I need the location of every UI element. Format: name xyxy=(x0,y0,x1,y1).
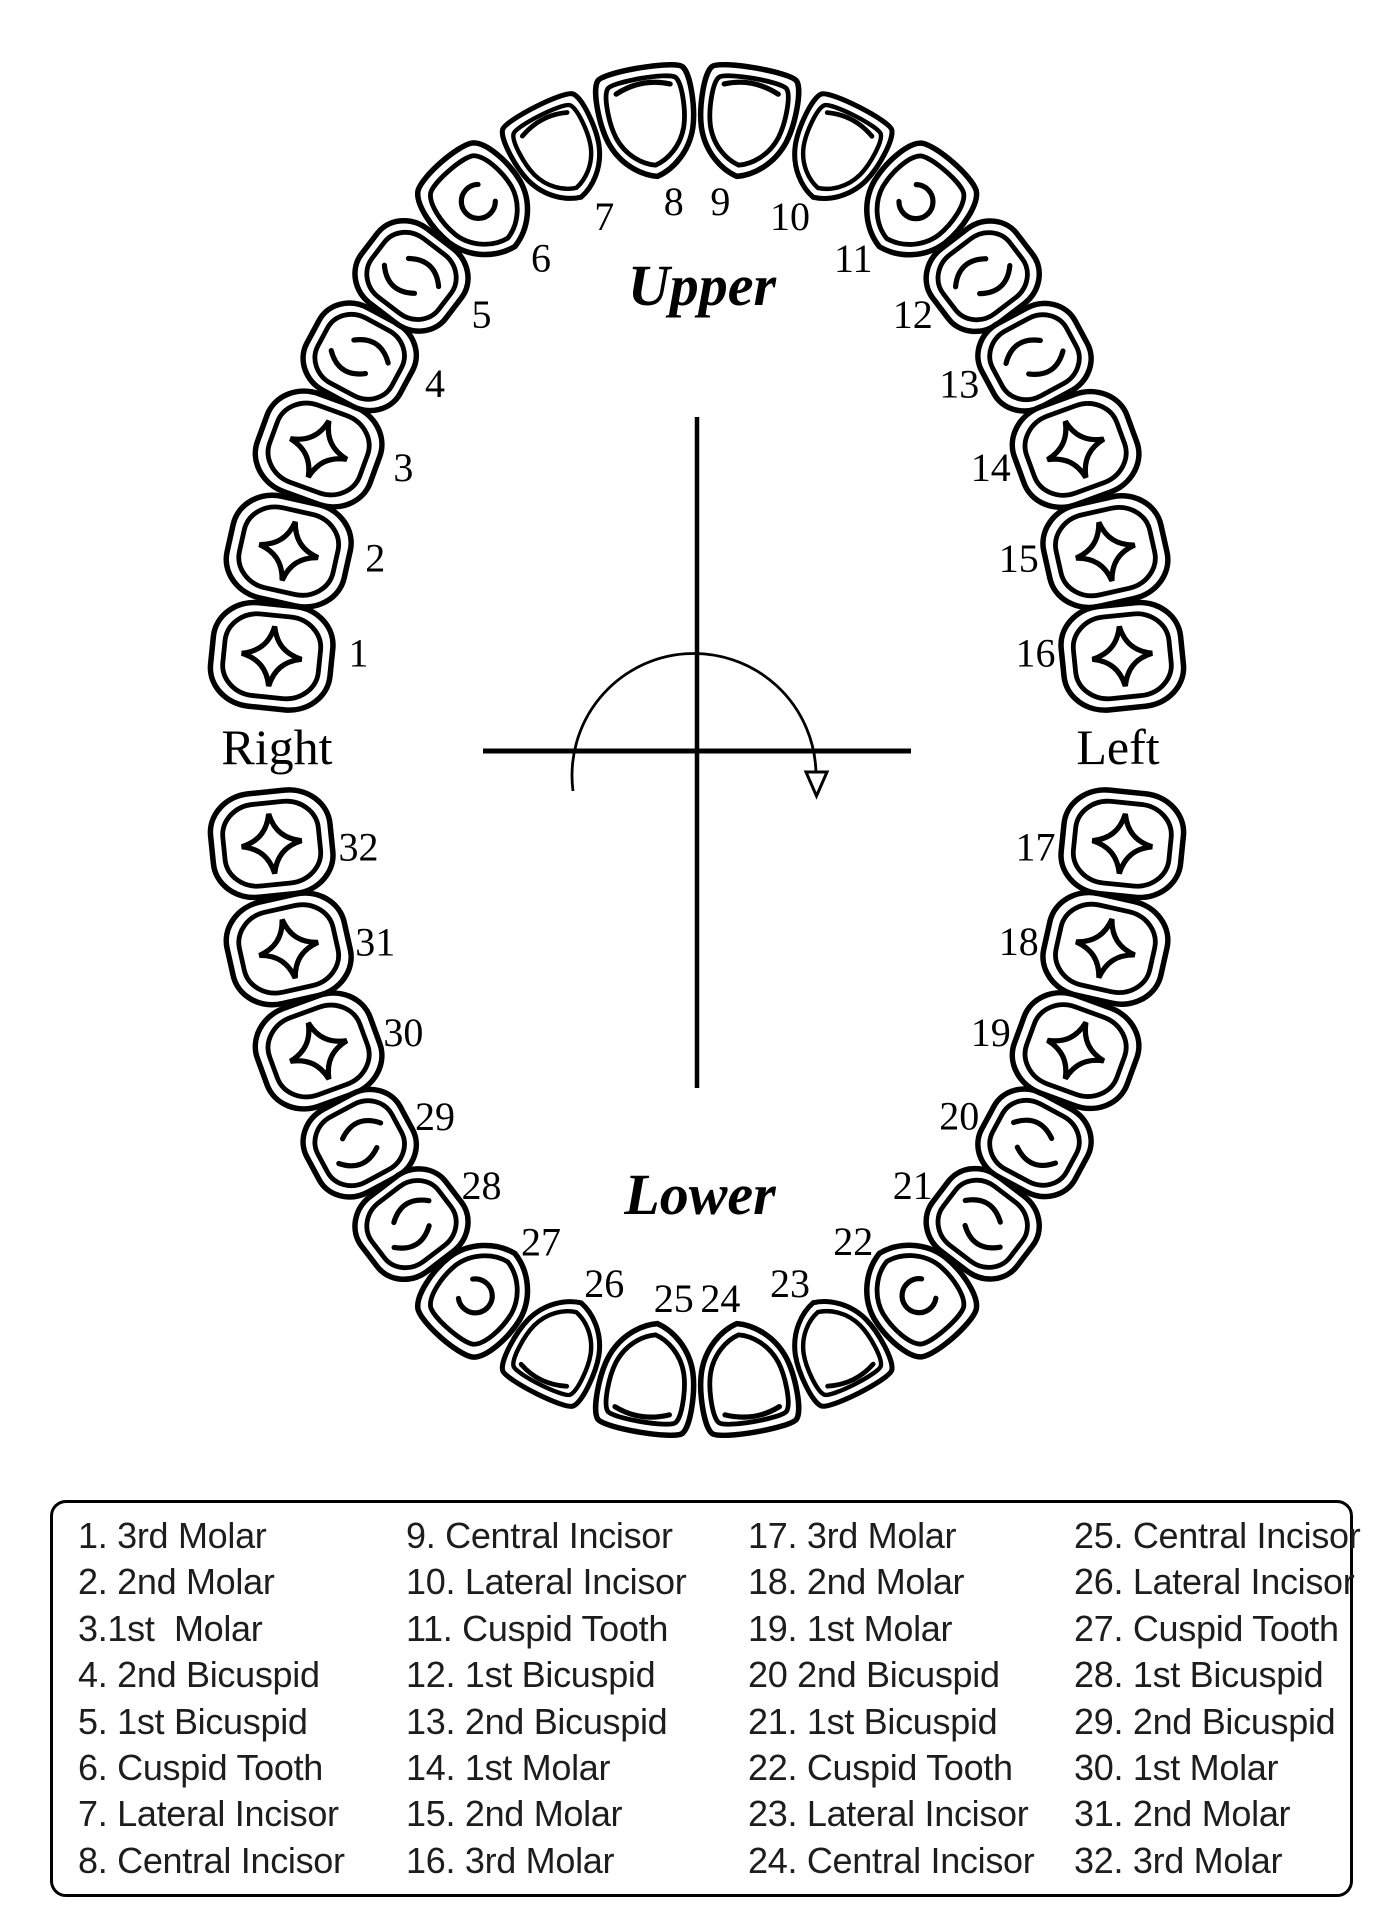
legend-item: 7. Lateral Incisor xyxy=(78,1793,339,1835)
tooth-number-27: 27 xyxy=(521,1219,561,1265)
tooth-number-16: 16 xyxy=(1015,630,1056,676)
legend-item: 15. 2nd Molar xyxy=(406,1793,623,1835)
tooth-9 xyxy=(690,60,803,185)
legend-item: 28. 1st Bicuspid xyxy=(1074,1654,1324,1696)
legend-item: 24. Central Incisor xyxy=(748,1839,1035,1881)
tooth-number-22: 22 xyxy=(833,1219,874,1265)
legend-item: 8. Central Incisor xyxy=(78,1839,345,1881)
legend-item: 13. 2nd Bicuspid xyxy=(406,1700,668,1742)
tooth-number-29: 29 xyxy=(415,1093,455,1139)
rotation-arc xyxy=(572,653,816,791)
tooth-number-8: 8 xyxy=(663,179,684,224)
legend-item: 32. 3rd Molar xyxy=(1074,1839,1283,1881)
tooth-number-17: 17 xyxy=(1015,824,1056,870)
legend-item: 10. Lateral Incisor xyxy=(406,1561,687,1603)
legend-column-1 xyxy=(78,1513,345,1884)
tooth-24 xyxy=(690,1316,803,1441)
label-left-side: Left xyxy=(1076,719,1160,775)
legend-item: 11. Cuspid Tooth xyxy=(406,1607,669,1649)
label-lower-arch: Lower xyxy=(624,1162,776,1227)
tooth-number-14: 14 xyxy=(970,445,1011,491)
legend-item: 1. 3rd Molar xyxy=(78,1515,267,1556)
legend-item: 17. 3rd Molar xyxy=(748,1515,957,1556)
tooth-number-30: 30 xyxy=(383,1010,424,1056)
legend-item: 27. Cuspid Tooth xyxy=(1074,1607,1339,1649)
tooth-number-12: 12 xyxy=(892,292,933,338)
tooth-number-20: 20 xyxy=(939,1093,980,1139)
tooth-number-11: 11 xyxy=(833,235,873,281)
legend-item: 3.1st Molar xyxy=(78,1607,263,1649)
tooth-25 xyxy=(592,1316,705,1440)
tooth-number-25: 25 xyxy=(653,1276,694,1321)
tooth-number-23: 23 xyxy=(770,1261,810,1307)
tooth-number-4: 4 xyxy=(425,361,445,407)
legend-item: 6. Cuspid Tooth xyxy=(78,1747,324,1789)
tooth-number-15: 15 xyxy=(998,536,1039,582)
legend-item: 29. 2nd Bicuspid xyxy=(1074,1700,1336,1742)
tooth-16 xyxy=(1057,599,1187,715)
label-right-side: Right xyxy=(221,719,333,775)
legend-item: 22. Cuspid Tooth xyxy=(748,1747,1013,1789)
label-upper-arch: Upper xyxy=(627,253,777,318)
legend-item: 30. 1st Molar xyxy=(1074,1747,1279,1789)
tooth-number-9: 9 xyxy=(710,179,731,224)
tooth-number-13: 13 xyxy=(939,361,980,407)
legend-item: 2. 2nd Molar xyxy=(78,1561,275,1603)
legend-item: 20 2nd Bicuspid xyxy=(748,1654,1000,1696)
tooth-8 xyxy=(592,60,705,184)
legend-column-3 xyxy=(748,1513,1034,1884)
legend-item: 4. 2nd Bicuspid xyxy=(78,1654,320,1696)
tooth-number-7: 7 xyxy=(594,193,615,239)
tooth-number-5: 5 xyxy=(471,291,492,337)
tooth-number-21: 21 xyxy=(892,1162,933,1208)
tooth-number-26: 26 xyxy=(584,1261,625,1307)
legend-item: 16. 3rd Molar xyxy=(406,1839,615,1881)
legend-column-2 xyxy=(406,1513,686,1884)
legend-item: 21. 1st Bicuspid xyxy=(748,1700,998,1742)
legend-box xyxy=(50,1500,1361,1897)
legend-item: 31. 2nd Molar xyxy=(1074,1793,1291,1835)
tooth-number-1: 1 xyxy=(348,630,369,676)
tooth-number-32: 32 xyxy=(338,824,379,870)
legend-item: 5. 1st Bicuspid xyxy=(78,1700,308,1742)
tooth-32 xyxy=(207,786,337,902)
tooth-number-19: 19 xyxy=(970,1009,1011,1055)
tooth-number-31: 31 xyxy=(355,919,396,965)
legend-item: 18. 2nd Molar xyxy=(748,1561,965,1603)
tooth-number-3: 3 xyxy=(393,444,414,490)
tooth-number-18: 18 xyxy=(998,918,1039,964)
legend-item: 14. 1st Molar xyxy=(406,1747,611,1789)
legend-item: 26. Lateral Incisor xyxy=(1074,1561,1355,1603)
tooth-number-24: 24 xyxy=(700,1276,741,1321)
legend-item: 9. Central Incisor xyxy=(406,1515,673,1556)
legend-item: 19. 1st Molar xyxy=(748,1607,953,1649)
tooth-number-2: 2 xyxy=(365,535,386,581)
rotation-arrowhead-icon xyxy=(806,772,827,796)
legend-item: 25. Central Incisor xyxy=(1074,1515,1361,1556)
legend-column-4 xyxy=(1074,1513,1360,1884)
tooth-1 xyxy=(207,599,337,715)
tooth-17 xyxy=(1057,786,1187,902)
legend-item: 23. Lateral Incisor xyxy=(748,1793,1029,1835)
tooth-number-6: 6 xyxy=(531,235,551,281)
legend-item: 12. 1st Bicuspid xyxy=(406,1654,656,1696)
tooth-number-10: 10 xyxy=(770,193,810,239)
tooth-number-28: 28 xyxy=(461,1163,502,1209)
